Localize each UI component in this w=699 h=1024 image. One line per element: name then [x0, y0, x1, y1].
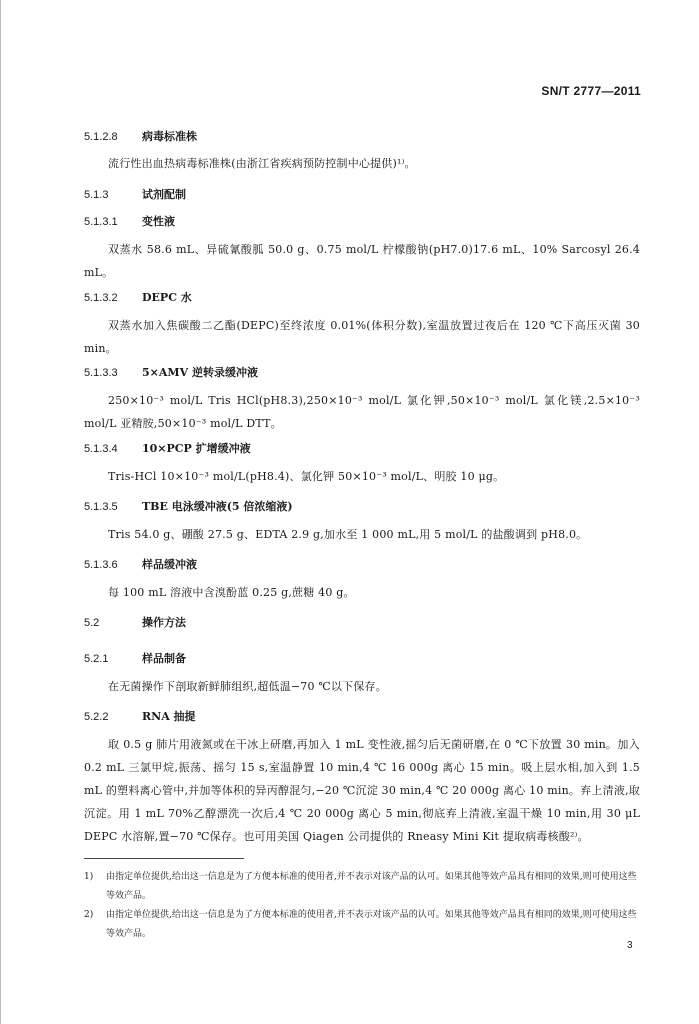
section-number: 5.1.3.5: [84, 501, 118, 513]
section-number: 5.2: [84, 617, 100, 629]
section-heading: [84, 441, 251, 457]
footnote-mark: 2): [84, 910, 94, 920]
footnote: [84, 906, 640, 944]
paragraph: 250×10⁻³ mol/L Tris HCl(pH8.3),250×10⁻³ mol/L 氯化钾,50×10⁻³ mol/L 氯化镁,2.5×10⁻³ mol/L 亚精胺,50×10⁻³ mol/L DTT。: [84, 394, 640, 430]
standard-code: SN/T 2777—2011: [541, 84, 641, 98]
page-number: 3: [627, 940, 633, 951]
section-number: 5.1.3.1: [84, 216, 118, 228]
section-title: 10×PCP 扩增缓冲液: [142, 442, 251, 455]
section-title: 病毒标准株: [142, 130, 197, 143]
paragraph: Tris-HCl 10×10⁻³ mol/L(pH8.4)、氯化钾 50×10⁻³ mol/L、明胶 10 μg。: [108, 470, 505, 483]
section-number: 5.1.3.2: [84, 292, 118, 304]
section-title: 5×AMV 逆转录缓冲液: [142, 366, 258, 379]
section-heading: [84, 615, 186, 631]
section-heading: [84, 129, 197, 145]
section-title: 变性液: [142, 215, 175, 228]
footnote-divider: [84, 858, 244, 859]
section-number: 5.2.2: [84, 711, 109, 723]
section-number: 5.1.3.3: [84, 367, 118, 379]
footnote-text: 由指定单位提供,给出这一信息是为了方便本标准的使用者,并不表示对该产品的认可。如果其他等效产品具有相同的效果,则可使用这些等效产品。: [106, 910, 637, 939]
section-title: TBE 电泳缓冲液(5 倍浓缩液): [142, 500, 293, 513]
section-heading: [84, 557, 197, 573]
section-heading: [84, 365, 258, 381]
section-number: 5.1.3: [84, 189, 109, 201]
section-heading: [84, 499, 293, 515]
footnote: [84, 868, 640, 906]
section-title: 操作方法: [142, 616, 186, 629]
page-edge: [0, 0, 1, 1024]
section-title: DEPC 水: [142, 291, 192, 304]
section-heading: [84, 651, 186, 667]
paragraph: 流行性出血热病毒标准株(由浙江省疾病预防控制中心提供)¹⁾。: [108, 157, 416, 170]
section-heading: [84, 290, 192, 306]
section-title: 样品缓冲液: [142, 558, 197, 571]
section-title: 试剂配制: [142, 188, 186, 201]
section-title: RNA 抽提: [142, 710, 196, 723]
paragraph: Tris 54.0 g、硼酸 27.5 g、EDTA 2.9 g,加水至 1 000 mL,用 5 mol/L 的盐酸调到 pH8.0。: [108, 528, 588, 541]
footnote-mark: 1): [84, 872, 94, 882]
section-heading: [84, 709, 196, 725]
paragraph: 每 100 mL 溶液中含溴酚蓝 0.25 g,蔗糖 40 g。: [108, 586, 355, 599]
section-heading: [84, 187, 186, 203]
section-number: 5.1.3.6: [84, 559, 118, 571]
section-number: 5.1.3.4: [84, 443, 118, 455]
section-number: 5.2.1: [84, 653, 109, 665]
paragraph: 取 0.5 g 肺片用液氮或在干冰上研磨,再加入 1 mL 变性液,摇匀后无菌研磨,在 0 ℃下放置 30 min。加入 0.2 mL 三氯甲烷,振荡、摇匀 15 s,室温静置 10 min,4 ℃ 16 000g 离心 15 min。吸上层水相,加入到 1.5 mL 的塑料离心管中,并加等体积的异丙醇混匀,−20 ℃沉淀 30 min,4 ℃ 20 000g 离心 10 min。弃上清液,取沉淀。用 1 mL 70%乙醇漂洗一次后,4 ℃ 20 000g 离心 5 min,彻底弃上清液,室温干燥 10 min,用 30 μL DEPC 水溶解,置−70 ℃保存。也可用美国 Qiagen 公司提供的 Rneasy Mini Kit 提取病毒核酸²⁾。: [84, 738, 640, 843]
footnote-text: 由指定单位提供,给出这一信息是为了方便本标准的使用者,并不表示对该产品的认可。如果其他等效产品具有相同的效果,则可使用这些等效产品。: [106, 872, 637, 901]
paragraph: 双蒸水 58.6 mL、异硫氰酸胍 50.0 g、0.75 mol/L 柠檬酸钠(pH7.0)17.6 mL、10% Sarcosyl 26.4 mL。: [84, 243, 640, 279]
section-title: 样品制备: [142, 652, 186, 665]
paragraph: 双蒸水加入焦碳酸二乙酯(DEPC)至终浓度 0.01%(体积分数),室温放置过夜后在 120 ℃下高压灭菌 30 min。: [84, 319, 640, 355]
section-heading: [84, 214, 175, 230]
section-number: 5.1.2.8: [84, 131, 118, 143]
paragraph: 在无菌操作下剖取新鲜肺组织,超低温−70 ℃以下保存。: [108, 680, 387, 693]
